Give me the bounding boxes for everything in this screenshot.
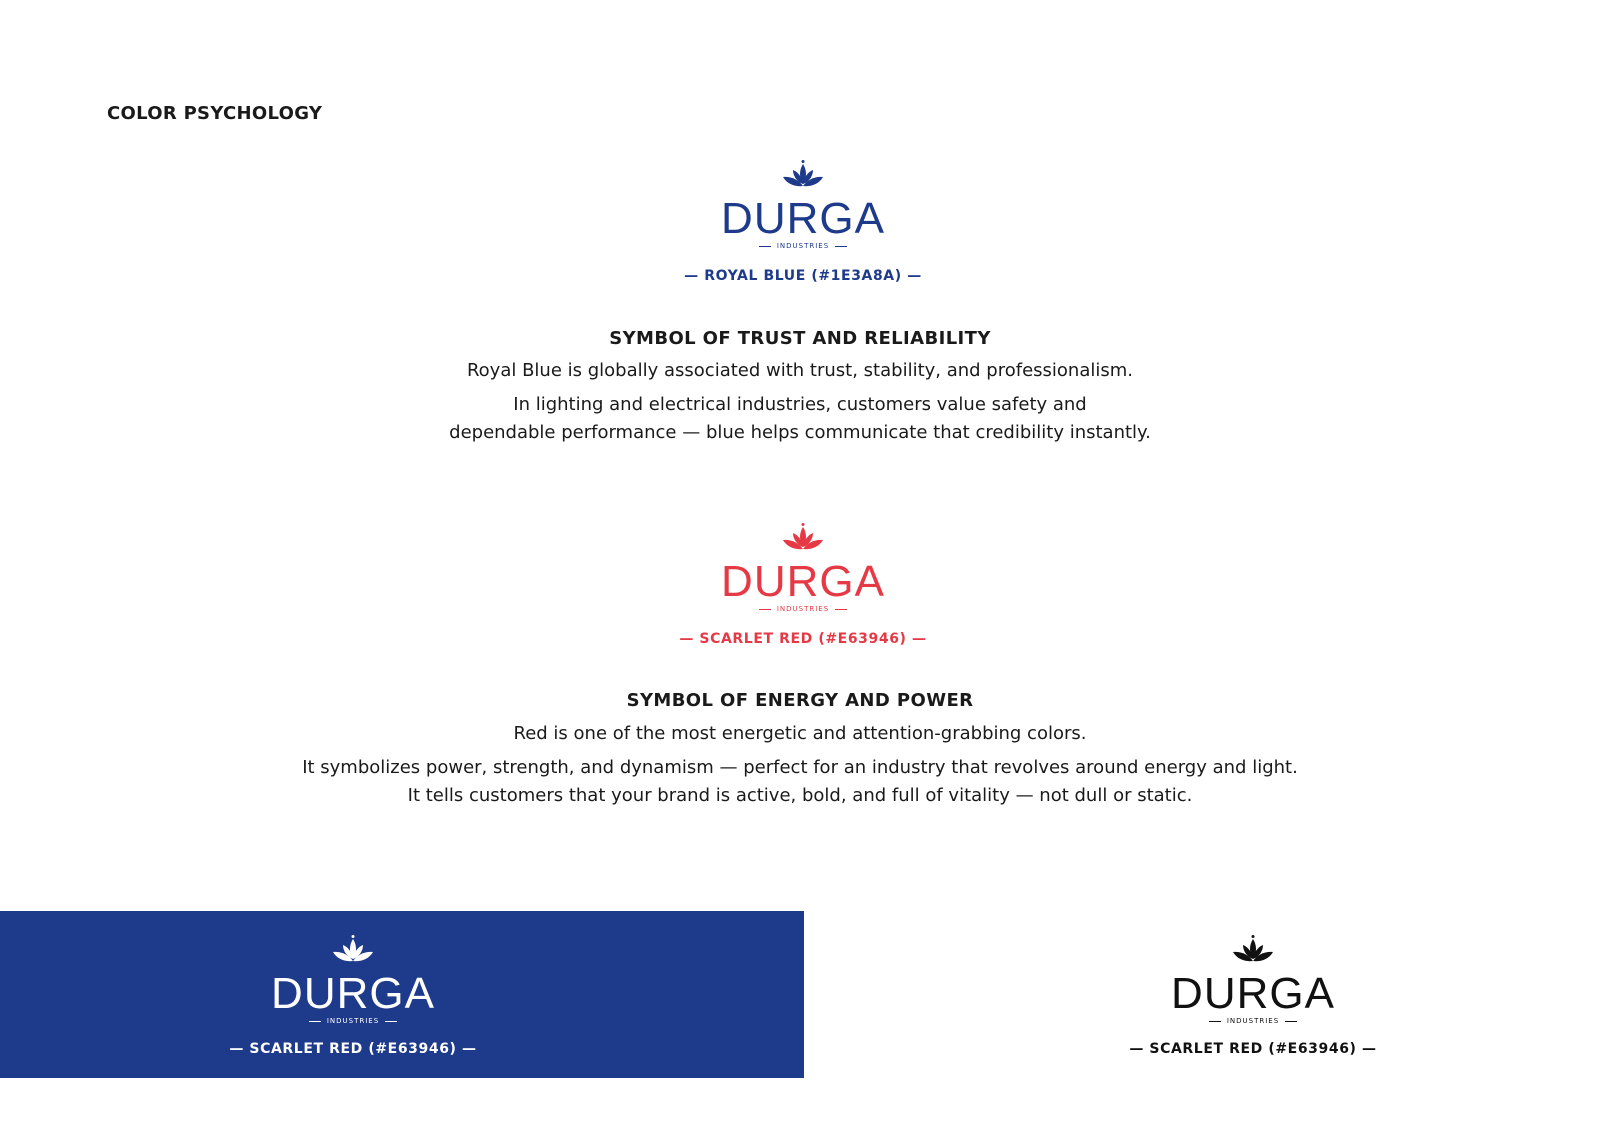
energy-paragraph-2a: It symbolizes power, strength, and dynamism — perfect for an industry that revolves around energy and light. (302, 757, 1298, 778)
white-variant-label: — SCARLET RED (#E63946) — (229, 1041, 477, 1057)
lotus-icon (1231, 935, 1275, 969)
logo-subtext: INDUSTRIES (653, 605, 953, 613)
page-title: COLOR PSYCHOLOGY (107, 103, 323, 124)
logo-wordmark: DURGA (1171, 969, 1335, 1018)
scarlet-red-label: — SCARLET RED (#E63946) — (679, 631, 927, 647)
energy-paragraph-1: Red is one of the most energetic and attention-grabbing colors. (513, 723, 1087, 744)
lotus-icon (781, 160, 825, 194)
trust-paragraph-1: Royal Blue is globally associated with trust, stability, and professionalism. (466, 360, 1134, 381)
black-variant-label: — SCARLET RED (#E63946) — (1129, 1041, 1377, 1057)
trust-paragraph-2b: dependable performance — blue helps communicate that credibility instantly. (449, 422, 1151, 443)
logo-wordmark: DURGA (271, 969, 435, 1018)
trust-title: SYMBOL OF TRUST AND RELIABILITY (609, 328, 991, 349)
trust-paragraph-2a: In lighting and electrical industries, customers value safety and (513, 394, 1087, 415)
royal-blue-label: — ROYAL BLUE (#1E3A8A) — (684, 268, 922, 284)
logo-subtext: INDUSTRIES (1103, 1017, 1403, 1025)
logo-black (1103, 935, 1403, 1025)
lotus-icon (781, 523, 825, 557)
logo-wordmark: DURGA (721, 194, 885, 243)
lotus-icon (331, 935, 375, 969)
logo-wordmark: DURGA (721, 557, 885, 606)
logo-white-on-blue (203, 935, 503, 1025)
logo-scarlet-red (653, 523, 953, 613)
energy-title: SYMBOL OF ENERGY AND POWER (626, 690, 974, 711)
logo-subtext: INDUSTRIES (203, 1017, 503, 1025)
logo-subtext: INDUSTRIES (653, 242, 953, 250)
logo-royal-blue (653, 160, 953, 250)
energy-paragraph-2b: It tells customers that your brand is active, bold, and full of vitality — not dull or static. (407, 785, 1193, 806)
